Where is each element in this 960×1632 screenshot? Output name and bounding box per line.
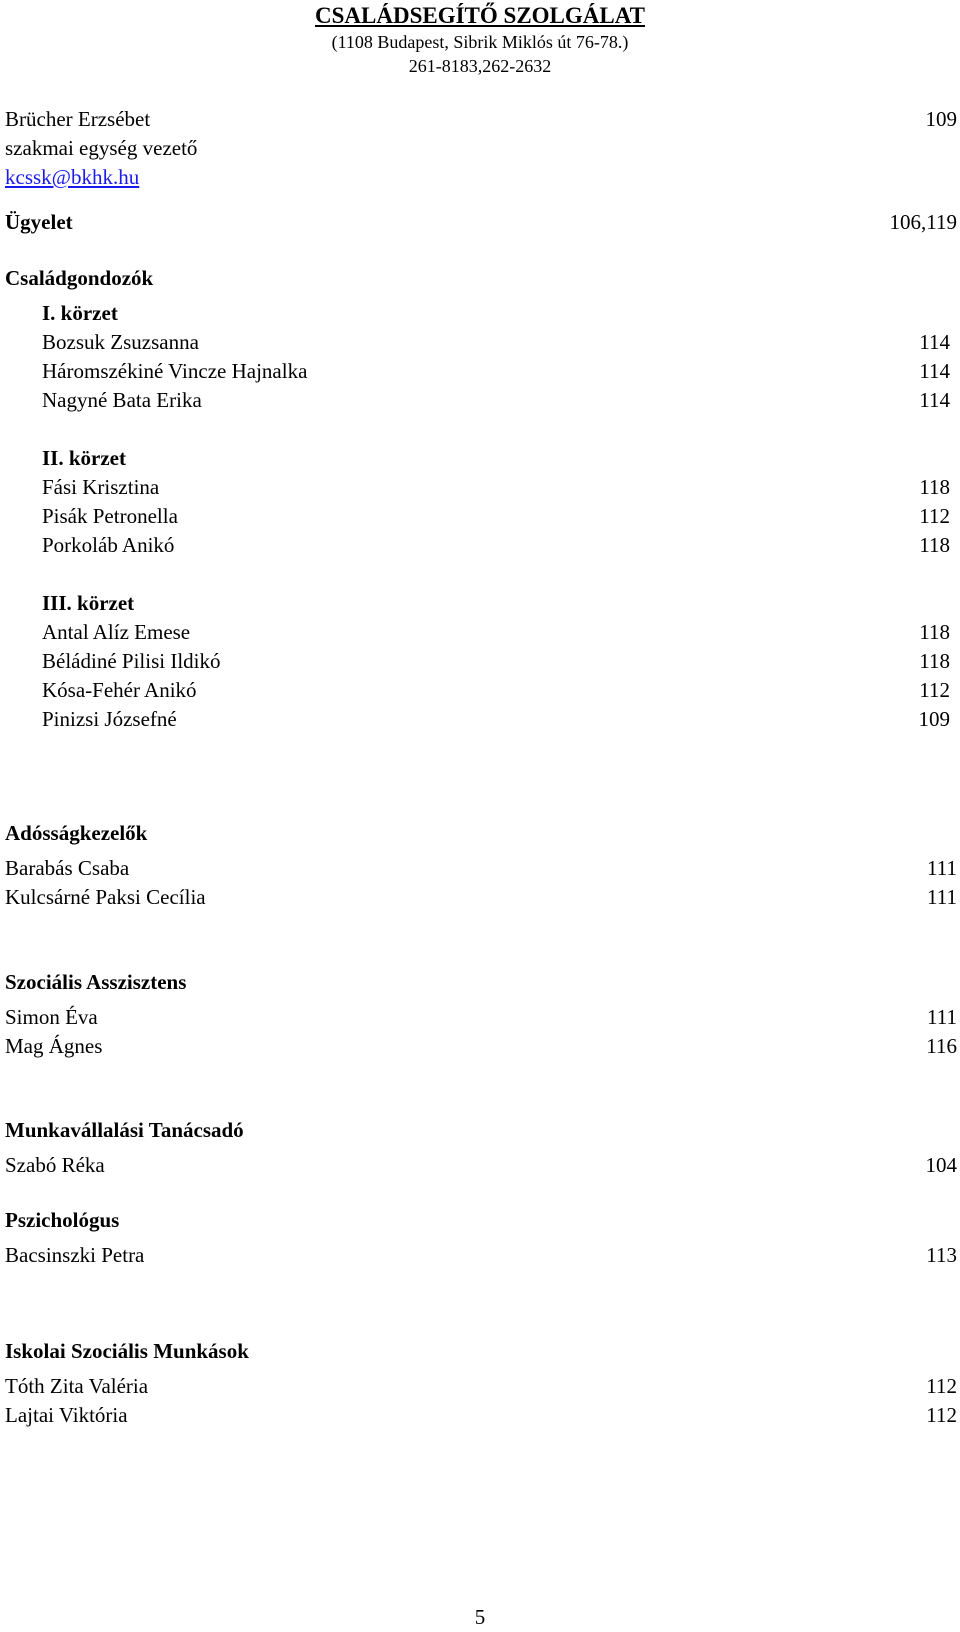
section-heading-social-assistant: Szociális Asszisztens: [5, 970, 187, 994]
member-ext: 112: [919, 504, 950, 528]
list-item: [42, 530, 950, 560]
member-name: Kósa-Fehér Anikó: [42, 678, 197, 702]
member-ext: 113: [926, 1243, 957, 1267]
page-number: 5: [474, 1605, 486, 1629]
member-name: Nagyné Bata Erika: [42, 388, 202, 412]
list-item: [5, 1031, 957, 1061]
member-ext: 112: [926, 1403, 957, 1427]
member-name: Mag Ágnes: [5, 1034, 103, 1058]
member-ext: 118: [919, 620, 950, 644]
member-ext: 118: [919, 533, 950, 557]
list-item: [5, 1002, 957, 1032]
leader-email-link[interactable]: kcssk@bkhk.hu: [5, 165, 140, 189]
list-item: [42, 385, 950, 415]
list-item: [5, 882, 957, 912]
list-item: [5, 1371, 957, 1401]
member-ext: 109: [918, 707, 950, 731]
member-name: Fási Krisztina: [42, 475, 160, 499]
member-name: Bozsuk Zsuzsanna: [42, 330, 199, 354]
district-heading-1: I. körzet: [42, 301, 118, 325]
list-item: [5, 1240, 957, 1270]
member-name: Porkoláb Anikó: [42, 533, 175, 557]
member-ext: 118: [919, 475, 950, 499]
document-header: [0, 2, 960, 78]
section-heading-debt-managers: Adósságkezelők: [5, 821, 148, 845]
list-item: [42, 356, 950, 386]
member-name: Simon Éva: [5, 1005, 98, 1029]
section-heading-family-carers: Családgondozók: [5, 266, 154, 290]
section-heading-psychologist: Pszichológus: [5, 1208, 120, 1232]
member-ext: 111: [927, 1005, 957, 1029]
list-item: [5, 1400, 957, 1430]
member-name: Tóth Zita Valéria: [5, 1374, 149, 1398]
member-name: Barabás Csaba: [5, 856, 130, 880]
list-item: [42, 617, 950, 647]
list-item: [5, 853, 957, 883]
member-name: Háromszékiné Vincze Hajnalka: [42, 359, 308, 383]
district-heading-3: III. körzet: [42, 591, 135, 615]
member-ext: 114: [919, 388, 950, 412]
header-phones: 261-8183,262-2632: [408, 56, 552, 76]
list-item: [42, 472, 950, 502]
member-ext: 114: [919, 330, 950, 354]
duty-ext: 106,119: [889, 210, 957, 234]
member-name: Pisák Petronella: [42, 504, 178, 528]
member-name: Antal Alíz Emese: [42, 620, 191, 644]
member-name: Bacsinszki Petra: [5, 1243, 145, 1267]
member-name: Pinizsi Józsefné: [42, 707, 177, 731]
member-ext: 112: [926, 1374, 957, 1398]
list-item: [42, 675, 950, 705]
list-item: [42, 327, 950, 357]
member-name: Szabó Réka: [5, 1153, 105, 1177]
page-title: CSALÁDSEGÍTŐ SZOLGÁLAT: [315, 3, 645, 28]
member-name: Kulcsárné Paksi Cecília: [5, 885, 206, 909]
list-item: [5, 1150, 957, 1180]
section-heading-employment-advisor: Munkavállalási Tanácsadó: [5, 1118, 244, 1142]
list-item: [42, 501, 950, 531]
district-heading-2: II. körzet: [42, 446, 126, 470]
member-ext: 118: [919, 649, 950, 673]
member-ext: 116: [926, 1034, 957, 1058]
list-item: [42, 704, 950, 734]
member-ext: 111: [927, 856, 957, 880]
member-ext: 104: [925, 1153, 957, 1177]
member-ext: 114: [919, 359, 950, 383]
duty-label: Ügyelet: [5, 210, 73, 234]
list-item: [42, 646, 950, 676]
member-name: Béládiné Pilisi Ildikó: [42, 649, 221, 673]
duty-row: [5, 207, 957, 237]
member-name: Lajtai Viktória: [5, 1403, 128, 1427]
leader-ext: 109: [925, 107, 957, 131]
leader-name: Brücher Erzsébet: [5, 107, 151, 131]
leader-role: szakmai egység vezető: [5, 136, 198, 160]
header-address: (1108 Budapest, Sibrik Miklós út 76-78.): [331, 32, 629, 52]
member-ext: 112: [919, 678, 950, 702]
leader-row: [5, 104, 957, 134]
section-heading-school-social-workers: Iskolai Szociális Munkások: [5, 1339, 249, 1363]
member-ext: 111: [927, 885, 957, 909]
